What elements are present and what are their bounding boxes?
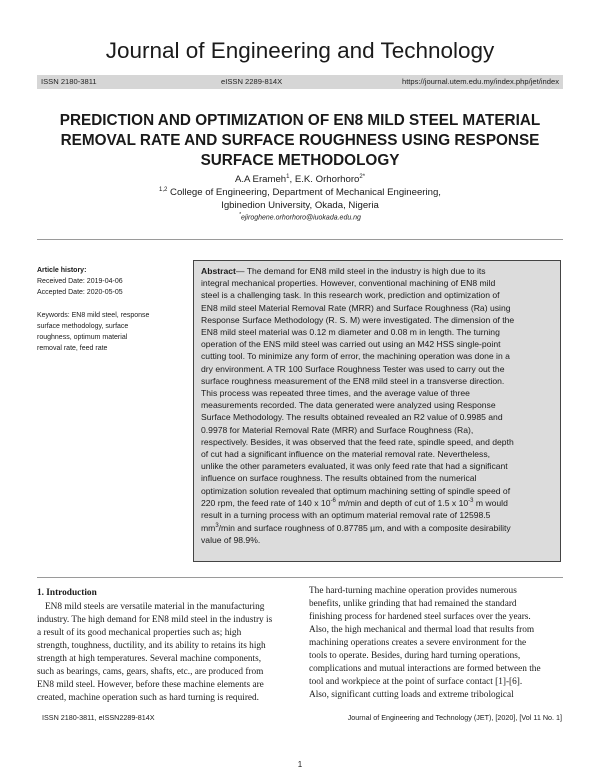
abstract-line: integral mechanical properties. However, conventional machining of EN8 mild	[201, 278, 496, 289]
eissn: eISSN 2289-814X	[221, 77, 283, 86]
keywords-line: Keywords: EN8 mild steel, response	[37, 312, 150, 319]
affiliation-text: College of Engineering, Department of Mechanical Engineering,	[167, 187, 441, 199]
abstract-text: m/min and depth of cut of 1.5 x 10	[335, 498, 469, 508]
body-line: benefits, unlike grinding that had remained the standard	[309, 599, 517, 609]
abstract-line: This process was repeated three times, and the average value of three	[201, 388, 470, 398]
exponent: -3	[468, 498, 474, 505]
divider	[37, 239, 563, 240]
abstract-line: EN8 mild steel Material Removal Rate (MRR) and Surface Roughness (Ra) using	[201, 302, 511, 313]
abstract-line: respectively. Besides, it was observed that the feed rate, spindle speed, and depth	[201, 436, 514, 447]
abstract-box	[193, 260, 561, 562]
abstract-line: optimization solution revealed that optimum machining setting of spindle speed of	[201, 485, 511, 496]
body-line: a result of its good mechanical properties such as; high	[37, 628, 242, 638]
exponent: 3	[215, 522, 219, 529]
section-heading: 1. Introduction	[37, 588, 97, 598]
body-line: tool and workpiece at the point of surface contact [1]-[6].	[309, 677, 523, 687]
title-line: PREDICTION AND OPTIMIZATION OF EN8 MILD STEEL MATERIAL	[59, 112, 541, 129]
title-line: SURFACE METHODOLOGY	[200, 152, 400, 169]
divider	[37, 577, 563, 578]
abstract-text: The demand for EN8 mild steel in the industry is high due to its	[246, 266, 486, 276]
body-line: Also, the high mechanical and thermal load that results from	[309, 625, 535, 635]
authors	[0, 174, 600, 185]
keywords-line: roughness, optimum material	[37, 334, 128, 341]
abstract-label: Abstract	[201, 266, 236, 276]
body-line: complications and mutual interactions are formed between the	[309, 664, 541, 674]
body-line: EN8 mild steels are versatile material in the manufacturing	[45, 602, 265, 612]
intro-left-column	[37, 588, 295, 708]
abstract-line: Response Surface Methodology (R. S. M) were investigated. The dimension of the	[201, 314, 515, 325]
page-number: 1	[297, 760, 303, 769]
body-line: strength at high temperatures. Several machine components,	[37, 654, 262, 664]
abstract-line	[201, 498, 553, 508]
abstract-line: surface roughness measurement of the EN8 mild steel in a transverse direction.	[201, 375, 505, 386]
abstract-line: unlike the other parameters evaluated, it was only feed rate that had a significant	[201, 461, 508, 472]
issn: ISSN 2180-3811	[41, 77, 97, 86]
author-name: E.K. Orhorhoro	[294, 174, 360, 186]
journal-url[interactable]: https://journal.utem.edu.my/index.php/jet/index	[401, 77, 559, 86]
body-line: machining operations creates a severe environment for the	[309, 638, 527, 648]
abstract-line: result in a turning process with an optimum material removal rate of 12598.5	[201, 510, 491, 521]
author-sep: ,	[289, 174, 295, 186]
body-line: created, machine operation such as hard turning is required.	[37, 693, 260, 703]
body-line: EN8 mild steel. However, before these machine elements are	[37, 680, 264, 690]
abstract-dash: —	[235, 266, 247, 276]
abstract-line: steel is a challenging task. In this research work, prediction and optimization of	[201, 290, 500, 301]
paper-title	[40, 111, 560, 171]
keywords-line: surface methodology, surface	[37, 323, 129, 330]
author-email	[0, 212, 600, 221]
abstract-line	[201, 523, 553, 533]
author-sup: 2*	[359, 174, 366, 180]
body-line: strength, toughness, ductility, and its ability to retains its high	[37, 641, 266, 651]
journal-title: Journal of Engineering and Technology	[105, 38, 495, 63]
abstract-line	[201, 266, 553, 276]
author-name: A.A Erameh	[234, 174, 287, 186]
abstract-text: 220 rpm, the feed rate of 140 x 10	[201, 498, 331, 508]
email-sup: *	[239, 212, 241, 218]
intro-right-column	[309, 586, 564, 710]
abstract-line: measurements recorded. The data generated were analyzed using Response	[201, 400, 496, 411]
abstract-text: mm	[201, 522, 216, 533]
affiliation-line-1	[0, 187, 600, 198]
body-line: such as bearings, cams, gears, shafts, etc., are produced from	[37, 667, 264, 677]
exponent: -6	[330, 498, 336, 505]
body-line: The hard-turning machine operation provides numerous	[309, 586, 517, 596]
abstract-line: operation of the ENS mild steel was carried out using an M42 HSS single-point	[201, 339, 501, 350]
abstract-line: EN8 mild steel material was 0.12 m diameter and 0.08 m in length. The turning	[201, 327, 500, 337]
affiliation-sup: 1,2	[159, 187, 168, 193]
abstract-text: /min and surface roughness of 0.87785 µm, and with a composite desirability	[218, 522, 511, 533]
body-line: Also, significant cutting loads and extreme tribological	[309, 690, 514, 700]
article-info	[37, 265, 177, 354]
abstract-line: cutting tool. To minimize any form of error, the machining operation was done in a	[201, 351, 510, 362]
abstract-line: influence on surface roughness. The results obtained from the numerical	[201, 473, 477, 484]
author-sup: 1	[286, 174, 290, 180]
affiliation-line-2: Igbinedion University, Okada, Nigeria	[221, 200, 379, 211]
abstract-line: dry environment. A TR 100 Surface Roughness Tester was used to carry out the	[201, 363, 505, 374]
email-text[interactable]: ejiroghene.orhorhoro@iuokada.edu.ng	[240, 214, 361, 222]
footer-journal: Journal of Engineering and Technology (JET), [2020], [Vol 11 No. 1]	[347, 713, 562, 722]
accepted-date: Accepted Date: 2020-05-05	[37, 289, 123, 296]
abstract-line: value of 98.9%.	[201, 535, 261, 546]
body-line: finishing process for hardened steel surfaces over the years.	[309, 612, 531, 622]
body-line: industry. The high demand for EN8 mild steel in the industry is	[37, 615, 273, 625]
received-date: Received Date: 2019-04-06	[37, 278, 123, 285]
body-line: tools to operate. Besides, during hard turning operations,	[309, 651, 521, 661]
history-label: Article history:	[37, 267, 87, 274]
abstract-line: 0.9978 for Material Removal Rate (MRR) and Surface Roughness (Ra),	[201, 424, 474, 435]
abstract-line: Surface Methodology. The results obtained revealed an R2 value of 0.9985 and	[201, 412, 503, 423]
title-line: REMOVAL RATE AND SURFACE ROUGHNESS USING RESPONSE	[60, 132, 540, 149]
issn-bar	[37, 75, 563, 89]
keywords-line: removal rate, feed rate	[37, 345, 108, 352]
abstract-text: m would	[473, 498, 508, 508]
footer-issn: ISSN 2180-3811, eISSN2289-814X	[42, 713, 155, 722]
abstract-line: of cut had a significant influence on the material removal rate. Nevertheless,	[201, 449, 490, 459]
